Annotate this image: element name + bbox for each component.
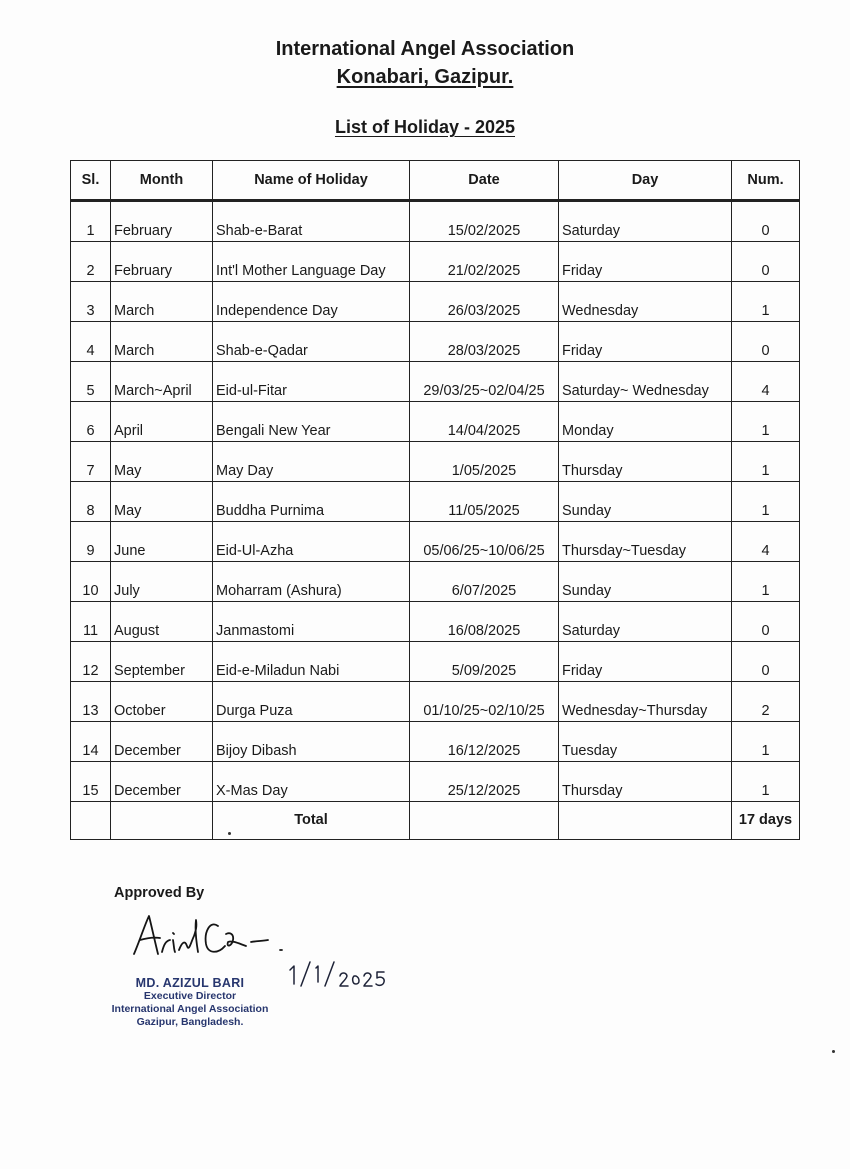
cell-day: Thursday xyxy=(559,442,732,482)
cell-holiday-name: Eid-e-Miladun Nabi xyxy=(213,642,410,682)
table-row xyxy=(71,242,800,282)
cell-holiday-name: Durga Puza xyxy=(213,682,410,722)
cell-holiday-name: Janmastomi xyxy=(213,602,410,642)
cell-sl: 8 xyxy=(71,482,111,522)
cell-month: February xyxy=(111,201,213,242)
table-row xyxy=(71,722,800,762)
organization-name: International Angel Association xyxy=(275,38,575,60)
table-row xyxy=(71,322,800,362)
cell-sl: 12 xyxy=(71,642,111,682)
cell-month: September xyxy=(111,642,213,682)
cell-sl: 6 xyxy=(71,402,111,442)
table-row xyxy=(71,522,800,562)
table-row xyxy=(71,682,800,722)
total-empty-cell xyxy=(111,802,213,840)
col-header-day: Day xyxy=(559,161,732,201)
table-row xyxy=(71,201,800,242)
cell-day: Wednesday xyxy=(559,282,732,322)
organization-location xyxy=(0,66,850,89)
cell-sl: 9 xyxy=(71,522,111,562)
cell-holiday-name: Eid-ul-Fitar xyxy=(213,362,410,402)
cell-num: 0 xyxy=(732,602,800,642)
scan-speck xyxy=(228,832,231,835)
cell-day: Monday xyxy=(559,402,732,442)
stamp-designation: Executive Director xyxy=(143,990,237,1002)
cell-date: 5/09/2025 xyxy=(410,642,559,682)
cell-day: Friday xyxy=(559,242,732,282)
col-header-num: Num. xyxy=(732,161,800,201)
cell-month: December xyxy=(111,762,213,802)
cell-date: 21/02/2025 xyxy=(410,242,559,282)
cell-day: Saturday xyxy=(559,602,732,642)
cell-date: 11/05/2025 xyxy=(410,482,559,522)
total-empty-cell xyxy=(71,802,111,840)
cell-num: 0 xyxy=(732,642,800,682)
cell-date: 1/05/2025 xyxy=(410,442,559,482)
cell-holiday-name: May Day xyxy=(213,442,410,482)
location-text: Konabari, Gazipur. xyxy=(336,66,514,88)
cell-day: Saturday~ Wednesday xyxy=(559,362,732,402)
document-title xyxy=(0,117,850,138)
stamp-name: MD. AZIZUL BARI xyxy=(135,976,245,990)
cell-month: May xyxy=(111,482,213,522)
total-row xyxy=(71,802,800,840)
table-row xyxy=(71,642,800,682)
title-text: List of Holiday - 2025 xyxy=(334,117,516,137)
cell-sl: 4 xyxy=(71,322,111,362)
cell-date: 28/03/2025 xyxy=(410,322,559,362)
cell-holiday-name: Moharram (Ashura) xyxy=(213,562,410,602)
cell-holiday-name: Bijoy Dibash xyxy=(213,722,410,762)
cell-num: 0 xyxy=(732,242,800,282)
table-header-row xyxy=(71,161,800,201)
cell-num: 1 xyxy=(732,722,800,762)
table-row xyxy=(71,762,800,802)
cell-month: June xyxy=(111,522,213,562)
signature-image xyxy=(130,910,300,962)
table-row xyxy=(71,362,800,402)
cell-date: 15/02/2025 xyxy=(410,201,559,242)
total-label: Total xyxy=(213,802,410,840)
cell-num: 4 xyxy=(732,362,800,402)
cell-day: Friday xyxy=(559,322,732,362)
cell-num: 1 xyxy=(732,762,800,802)
cell-day: Wednesday~Thursday xyxy=(559,682,732,722)
cell-sl: 1 xyxy=(71,201,111,242)
cell-month: March xyxy=(111,282,213,322)
cell-holiday-name: Independence Day xyxy=(213,282,410,322)
cell-num: 1 xyxy=(732,482,800,522)
cell-month: August xyxy=(111,602,213,642)
cell-sl: 14 xyxy=(71,722,111,762)
cell-date: 01/10/25~02/10/25 xyxy=(410,682,559,722)
cell-month: July xyxy=(111,562,213,602)
stamp-organization: International Angel Association xyxy=(111,1003,269,1015)
table-row xyxy=(71,282,800,322)
cell-num: 1 xyxy=(732,402,800,442)
cell-month: May xyxy=(111,442,213,482)
cell-month: March~April xyxy=(111,362,213,402)
cell-date: 29/03/25~02/04/25 xyxy=(410,362,559,402)
cell-holiday-name: Buddha Purnima xyxy=(213,482,410,522)
cell-num: 1 xyxy=(732,562,800,602)
table-row xyxy=(71,482,800,522)
total-empty-cell xyxy=(559,802,732,840)
stamp-address: Gazipur, Bangladesh. xyxy=(136,1016,244,1028)
cell-holiday-name: X-Mas Day xyxy=(213,762,410,802)
cell-num: 0 xyxy=(732,322,800,362)
cell-sl: 11 xyxy=(71,602,111,642)
approved-by-label: Approved By xyxy=(114,885,205,901)
cell-date: 16/08/2025 xyxy=(410,602,559,642)
cell-month: February xyxy=(111,242,213,282)
cell-day: Sunday xyxy=(559,482,732,522)
table-row xyxy=(71,442,800,482)
cell-day: Friday xyxy=(559,642,732,682)
cell-month: December xyxy=(111,722,213,762)
cell-date: 6/07/2025 xyxy=(410,562,559,602)
scan-speck xyxy=(832,1050,835,1053)
cell-day: Sunday xyxy=(559,562,732,602)
total-value: 17 days xyxy=(732,802,800,840)
cell-holiday-name: Shab-e-Barat xyxy=(213,201,410,242)
total-empty-cell xyxy=(410,802,559,840)
cell-date: 25/12/2025 xyxy=(410,762,559,802)
holiday-rows xyxy=(71,201,800,802)
cell-holiday-name: Bengali New Year xyxy=(213,402,410,442)
table-row xyxy=(71,562,800,602)
col-header-sl: Sl. xyxy=(71,161,111,201)
holiday-table xyxy=(70,160,800,840)
col-header-holiday-name: Name of Holiday xyxy=(213,161,410,201)
cell-num: 1 xyxy=(732,282,800,322)
cell-month: March xyxy=(111,322,213,362)
cell-date: 16/12/2025 xyxy=(410,722,559,762)
handwritten-date xyxy=(286,958,394,988)
col-header-date: Date xyxy=(410,161,559,201)
cell-num: 2 xyxy=(732,682,800,722)
cell-date: 14/04/2025 xyxy=(410,402,559,442)
cell-day: Thursday~Tuesday xyxy=(559,522,732,562)
cell-holiday-name: Eid-Ul-Azha xyxy=(213,522,410,562)
cell-date: 05/06/25~10/06/25 xyxy=(410,522,559,562)
cell-day: Tuesday xyxy=(559,722,732,762)
cell-sl: 3 xyxy=(71,282,111,322)
cell-month: October xyxy=(111,682,213,722)
table-row xyxy=(71,402,800,442)
cell-num: 0 xyxy=(732,201,800,242)
cell-num: 4 xyxy=(732,522,800,562)
cell-sl: 10 xyxy=(71,562,111,602)
cell-num: 1 xyxy=(732,442,800,482)
cell-day: Saturday xyxy=(559,201,732,242)
cell-sl: 2 xyxy=(71,242,111,282)
cell-sl: 7 xyxy=(71,442,111,482)
cell-month: April xyxy=(111,402,213,442)
table-row xyxy=(71,602,800,642)
cell-holiday-name: Int'l Mother Language Day xyxy=(213,242,410,282)
cell-day: Thursday xyxy=(559,762,732,802)
approval-stamp xyxy=(104,976,276,1029)
cell-date: 26/03/2025 xyxy=(410,282,559,322)
cell-sl: 13 xyxy=(71,682,111,722)
cell-sl: 15 xyxy=(71,762,111,802)
cell-holiday-name: Shab-e-Qadar xyxy=(213,322,410,362)
cell-sl: 5 xyxy=(71,362,111,402)
col-header-month: Month xyxy=(111,161,213,201)
